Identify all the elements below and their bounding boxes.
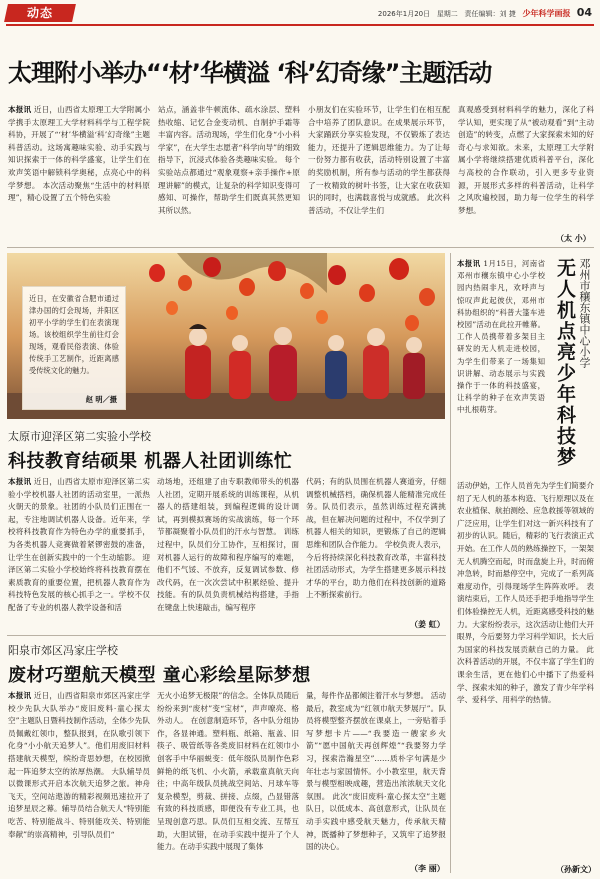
aircraft-column-2: 无火小追梦无极限”的信念。全体队员随后纷纷来到“废材”变“宝材”，声声嘹亮、格外动人。 在创意制造环节，各中队分组协作，各显神通。塑料瓶、纸箱、瓶盖、旧筷子、吸管纸等各类废旧材料在红领巾小创客手中华丽蜕变：低年级队员制作色彩鲜艳的纸飞机、小火箭，承载童真航天向往；中高年级队员挑战空间站、月球车等复杂模型，剪裁、拼接、点缀，凸显错落有致的科技质感，即便没有专业工具，也呈现创意巧思。队员们互相交流、互帮互助，大胆试错，在动手实践中提升了个人能力。在动手实践中展现了集体 bbox=[157, 691, 299, 852]
lead-column-1: 本报讯 近日，山西省太原理工大学附属小学携手太原理工大学材料科学与工程学院科协，开展了“‘材’华横溢‘科’幻奇缘”主题科普活动。这场寓趣味实验、动手实践与知识探索于一体的科学盛宴，让学生们在欢声笑语中解锁科学奥秘，点亮心中的科学梦想。 本次活动聚焦“生活中的材料原理”，精心设置了五个特色实验 bbox=[8, 105, 150, 203]
drone-column-2: 活动伊始，工作人员首先为学生们简要介绍了无人机的基本构造、飞行原理以及在农业植保、航拍测绘、应急救援等领域的广泛应用，让学生们对这一新兴科技有了初步的认识。随后，精彩的飞行表演正式开始。在工作人员的熟练操控下，一架架无人机腾空而起，时而盘旋上升，时而俯冲急转，时而悬停空中，完成了一系列高难度动作，引得现场学生阵阵欢呼。 表演结束后，工作人员还手把手地指导学生们体验操控无人机，近距离感受科技的魅力。大家纷纷表示，这次活动让他们大开眼界，今后要努力学习科学知识，长大后为国家的科技发展贡献自己的力量。 此次科普活动的开展，不仅丰富了学生们的课余生活，更在他们心中播下了热爱科学、探索未知的种子，激发了青少年学科学、爱科学、用科学的热情。 bbox=[457, 481, 594, 705]
aircraft-column-3: 量，每件作品都倾注着汗水与梦想。 活动最后，教室成为“红领巾航天梦展厅”。队员将模型整齐摆放在课桌上，一旁贴着手写梦想卡片——“我要造一艘家乡火箭”“愿中国航天再创辉煌”“我要努力学习，探索浩瀚星空”……质朴字句满是少年壮志与家国情怀。小小教室里，航天背景与模型相映成趣，营造出浓浓航天文化氛围。 此次“废旧废料·童心探太空”主题队日，以低成本、高创意形式，让队员在动手实践中感受航天魅力，传承航天精神，既播种了梦想种子，又筑牢了追梦报国的决心。 bbox=[306, 691, 446, 852]
aircraft-title: 废材巧塑航天模型 童心彩绘星际梦想 bbox=[8, 665, 311, 686]
drone-kicker: 邓州市穰东镇中心小学 bbox=[578, 258, 591, 368]
aircraft-column-1: 本报讯 近日，山西省阳泉市郊区冯家庄学校少先队大队举办“废旧废料·童心探太空”主题队日暨科技制作活动，全体少先队员佩戴红领巾，整队报到，在队歌引领下化身“小小航天追梦人”。他们用废旧材料搭建航天模型，缤纷奇思妙想，在校园掀起一阵追梦太空的浓厚热潮。 大队辅导员以微课形式开启本次航天追梦之旅。神舟飞天，空间站遨游的精彩视频迅速拉开了追梦星辰之幕。辅导员结合航天人“特别能吃苦、特别能战斗、特别能攻关、特别能奉献”的崇高精神，引导队员们“ bbox=[8, 691, 150, 839]
right-column-divider bbox=[450, 253, 451, 873]
drone-byline: （孙新文） bbox=[556, 865, 596, 874]
dateline: 本报讯 bbox=[457, 259, 481, 268]
robot-title: 科技教育结硕果 机器人社团训练忙 bbox=[8, 451, 293, 472]
photo-credit: 赵 明／摄 bbox=[85, 395, 117, 404]
robot-divider bbox=[7, 635, 446, 636]
photo-caption-box bbox=[22, 286, 126, 410]
robot-column-2: 动场地，还组建了由专职教师带头的机器人社团，定期开展系统的训练课程，从机器人的搭建组装，到编程逻辑的设计调试，再到模拟赛场的实战演练，每一个环节都凝聚着小队员们的汗水与智慧。 训练过程中，队员们分工协作，互相探讨，面对机器人运行的故障和程序编写的难题，他们不气馁、不放弃，反复调试参数、修改代码，在一次次尝试中积累经验、提升技能。有的队员负责机械结构搭建，手指在键盘上快速敲击，编写程序 bbox=[157, 477, 299, 612]
dateline: 本报讯 bbox=[8, 691, 32, 700]
masthead-info bbox=[378, 6, 592, 19]
section-tag: 动态 bbox=[4, 4, 76, 22]
lead-column-2: 站点，涵盖非牛顿流体、疏水涂层、塑料热收缩、记忆合金变动机、自制护手霜等丰富内容。活动现场，学生们化身“小小科学家”，在大学生志愿者“科学向导”的细致指导下，沉浸式体验各类趣味实验。 每个实验站点都通过“观象观察+亲手操作+原理讲解”的模式，让复杂的科学知识变得可感知、可操作，帮助学生们既真其然更知其所以然。 bbox=[158, 105, 300, 215]
issue-weekday: 星期二 bbox=[436, 10, 458, 18]
lead-headline: 太理附小举办“‘材’华横溢 ‘科’幻奇缘”主题活动 bbox=[8, 59, 492, 87]
issue-date: 2026年1月20日 bbox=[377, 10, 431, 18]
robot-column-1: 本报讯 近日，山西省太原市迎泽区第二实验小学校机器人社团的活动室里，一派热火朝天的景象。社团的小队员们正围在一起，专注地调试机器人设备。近年来，学校将科技教育作为特色办学的重要抓手，为各类机器人竞赛做着紧锣密鼓的准备，让学生在创新实践中的一个生动缩影。 迎泽区第二实验小学校始终将科技教育摆在素质教育的重要位置，把机器人教育作为科技特色发展的核心抓手之一。学校不仅配备了专业的机器人教学设备和活 bbox=[8, 477, 150, 612]
masthead bbox=[0, 0, 600, 24]
lead-column-4: 真观感受到材料科学的魅力，深化了科学认知，更实现了从“被动观看”到“主动创造”的转变，点燃了大家探索未知的好奇心与求知欲。未来，太原理工大学附属小学将继续搭建优质科普平台，深化与高校的合作联动，引入更多专业资源，开展形式多样的科普活动，让科学之风吹遍校园，助力每一位学生的科学梦想。 bbox=[458, 105, 594, 215]
robot-column-3: 代码；有的队员围在机器人赛道旁，仔细调整机械搭档，确保机器人能精准完成任务。队员们表示，虽然训练过程充满挑战，但在解决问题的过程中，不仅学到了机器人相关的知识，更锻炼了自己的逻辑思维和团队合作能力。 学校负责人表示，今后将持续深化科技教育改革，丰富科技社团活动形式，为学生搭建更多展示科技才华的平台，助力他们在科技创新的道路上不断探索前行。 bbox=[306, 477, 446, 600]
aircraft-kicker: 阳泉市郊区冯家庄学校 bbox=[8, 644, 118, 657]
paper-name: 少年科学画报 bbox=[522, 9, 571, 18]
drone-column-1: 本报讯 1月15日，河南省邓州市穰东镇中心小学校园内热闹非凡，欢呼声与惊叹声此起彼伏，邓州市科协组织的“科普大篷车进校园”活动在此拉开帷幕。工作人员携带着多架目主研发的无人机走进校园，为学生们带来了一场集知识讲解、动态展示与实践操作于一体的科技盛宴，让科学的种子在欢声笑语中扎根萌芽。 bbox=[457, 259, 545, 415]
dateline: 本报讯 bbox=[8, 477, 32, 486]
editor-credit: 责任编辑：刘 捷 bbox=[464, 10, 516, 18]
masthead-rule bbox=[6, 24, 594, 26]
lead-byline: （太 小） bbox=[556, 234, 591, 243]
robot-byline: （姜 虹） bbox=[410, 620, 445, 629]
lead-divider bbox=[7, 247, 594, 248]
drone-title: 无人机点亮少年科技梦 bbox=[554, 258, 576, 468]
aircraft-byline: （李 丽） bbox=[410, 864, 445, 873]
photo-caption: 近日，在安徽省合肥市通过津办国的灯会现场，并阳区初平小学的学生们在表演现场。该校组织学生前往灯会现场，观看民俗表演、体验传统手工艺制作，近距离感受传统文化的魅力。 bbox=[29, 294, 119, 375]
lead-column-3: 小朋友们在实验环节，让学生们在相互配合中培养了团队意识。在成果展示环节，大家踊跃分享实验发现，不仅锻炼了表达能力，还提升了逻辑思维能力。为了让每一份努力都有收获，活动特别设置了丰富的奖励机制，所有参与活动的学生都获得了一枚精致的树叶书签，让大家在收获知识的同时，也满载喜悦与成就感。 此次科普活动，不仅让学生们 bbox=[308, 105, 450, 215]
dateline: 本报讯 bbox=[8, 105, 32, 114]
robot-kicker: 太原市迎泽区第二实验小学校 bbox=[8, 430, 151, 443]
page-number: 04 bbox=[576, 6, 592, 19]
